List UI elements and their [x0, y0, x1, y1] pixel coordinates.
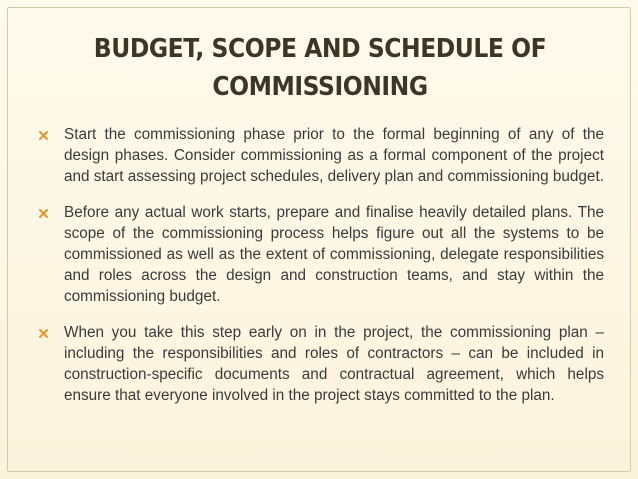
- x-mark-icon: [39, 131, 48, 140]
- slide-title-line-2: COMMISSIONING: [212, 72, 428, 102]
- slide-title-line-1: BUDGET, SCOPE AND SCHEDULE OF: [93, 34, 547, 64]
- bullet-text: Before any actual work starts, prepare and finalise heavily detailed plans. The scope of the commissioning process helps figure out all the systems to be commissioned as well as the extent of commissioning, delegate responsibilities and roles across the design and construction teams, and stay within the commissioning budget.: [64, 204, 604, 305]
- frame-border-bottom: [8, 471, 630, 472]
- x-mark-icon: [39, 209, 48, 218]
- bullet-item: [30, 202, 604, 307]
- bullet-text: Start the commissioning phase prior to the formal beginning of any of the design phases. Consider commissioning as a formal component of the project and start assessing project schedules, delivery plan and commissioning budget.: [64, 126, 604, 185]
- frame-border-left: [7, 8, 8, 471]
- bullet-text: When you take this step early on in the project, the commissioning plan – including the responsibilities and roles of contractors – can be included in construction-specific documents and contractual agreement, which helps ensure that everyone involved in the project stays committed to the plan.: [64, 324, 604, 404]
- bullet-item: [30, 124, 604, 187]
- slide-title: [62, 30, 577, 106]
- x-mark-icon: [39, 329, 48, 338]
- bullet-item: [30, 322, 604, 406]
- bullet-list: [30, 124, 604, 421]
- frame-border-top: [8, 7, 630, 8]
- frame-border-right: [630, 8, 631, 471]
